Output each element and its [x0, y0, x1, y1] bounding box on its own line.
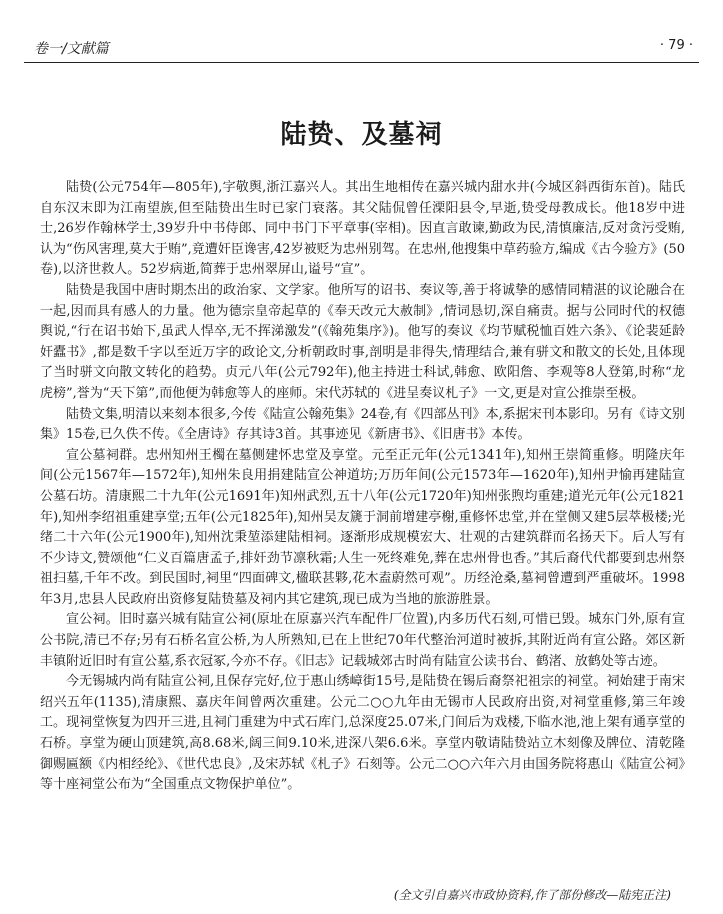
paragraph-achievements: 陆贽是我国中唐时期杰出的政治家、文学家。他所写的诏书、奏议等,善于将诚挚的感情同精湛的议论融合在一起,因而具有感人的力量。他为德宗皇帝起草的《奉天改元大赦制》,情词恳切,深自痛责。据与公同时代的权德舆说,“行在诏书始下,虽武人悍卒,无不挥涕激发”(《翰苑集序》)。他写的奏议《均节赋税恤百姓六条》、《论裴延龄奸蠹书》,都是数千字以至近万字的政论文,分析朝政时事,剖明是非得失,情理结合,兼有骈文和散文的长处,且体现了当时骈文向散文转化的趋势。贞元八年(公元792年),他主持进士科试,韩愈、欧阳詹、李观等8人登第,时称“龙虎榜”,誉为“天下第”,而他便为韩愈等人的座师。宋代苏轼的《进呈奏议札子》一文,更是对宣公推崇至极。	[40, 282, 685, 401]
paragraph-wuxi-shrine: 今无锡城内尚有陆宣公祠,且保存完好,位于惠山绣嶂街15号,是陆贽在锡后裔祭祀祖宗的祠堂。祠始建于南宋绍兴五年(1135),清康熙、嘉庆年间曾两次重建。公元二○○九年由无锡市人民政府出资,对祠堂重修,第三年竣工。现祠堂恢复为四开三进,且祠门重建为中式石库门,总深度25.07米,门间后为戏楼,下临水池,池上架有通享堂的石桥。享堂为硬山顶建筑,高8.68米,阔三间9.10米,进深八架6.6米。享堂内敬请陆贽站立木刻像及牌位、清乾隆御赐匾额《内相经纶》、《世代忠良》,及宋苏轼《札子》石刻等。公元二○○六年六月由国务院将惠山《陆宣公祠》等十座祠堂公布为“全国重点文物保护单位”。	[40, 674, 685, 793]
article-body	[40, 178, 685, 796]
paragraph-tomb-complex: 宣公墓祠群。忠州知州王㯮在墓侧建怀忠堂及享堂。元至正元年(公元1341年),知州王崇简重修。明隆庆年间(公元1567年—1572年),知州朱良用捐建陆宣公神道坊;万历年间(公元1573年—1620年),知州尹愉再建陆宣公墓石坊。清康熙二十九年(公元1691年)知州武烈,五十八年(公元1720年)知州张煦均重建;道光元年(公元1821年),知州李绍祖重建享堂;五年(公元1825年),知州吴友篪于洞前增建亭榭,重修怀忠堂,并在堂侧又建5层萃极楼;光绪二十六年(公元1900年),知州沈秉堃添建陆相祠。逐渐形成规模宏大、壮观的古建筑群而名扬天下。后人写有不少诗文,赞颂他“仁义百篇唐孟子,排奸劲节凛秋霜;人生一死终难免,葬在忠州骨也香。”其后裔代代都要到忠州祭祖扫墓,千年不改。到民国时,祠里“四面碑文,楹联甚夥,花木盍蔚然可观”。历经沧桑,墓祠曾遭到严重破坏。1998年3月,忠县人民政府出资修复陆贽墓及祠内其它建筑,现已成为当地的旅游胜景。	[40, 447, 685, 607]
source-note: (全文引自嘉兴市政协资料,作了部份修改—陆宪正注)	[393, 888, 671, 902]
running-head	[34, 38, 693, 60]
header-rule	[24, 62, 699, 63]
paragraph-collected-works: 陆贽文集,明清以来刻本很多,今传《陆宣公翰苑集》24卷,有《四部丛刊》本,系据宋刊本影印。另有《诗文别集》15卷,已久佚不传。《全唐诗》存其诗3首。其事迹见《新唐书》、《旧唐书》本传。	[40, 406, 685, 443]
running-head-section: 卷一/文献篇	[34, 41, 109, 57]
article-title: 陆贽、及墓祠	[280, 120, 443, 150]
page-number: · 79 ·	[659, 38, 693, 53]
paragraph-intro: 陆贽(公元754年—805年),字敬舆,浙江嘉兴人。其出生地相传在嘉兴城内甜水井(今城区斜西街东首)。陆氏自东汉末即为江南望族,但至陆贽出生时已家门衰落。其父陆侃曾任溧阳县令,早逝,贽受母教成长。他18岁中进士,26岁作翰林学士,39岁升中书侍郎、同中书门下平章事(宰相)。因直言敢谏,勤政为民,清慎廉洁,反对贪污受贿,认为“伤风害理,莫大于贿”,竟遭奸臣谗害,42岁被贬为忠州别驾。在忠州,他搜集中草药验方,编成《古今验方》(50卷),以济世救人。52岁病逝,简葬于忠州翠屏山,谥号“宣”。	[40, 180, 685, 278]
paragraph-xuangong-shrine: 宣公祠。旧时嘉兴城有陆宣公祠(原址在原嘉兴汽车配件厂位置),内多历代石刻,可惜已毁。城东门外,原有宣公书院,清已不存;另有石桥名宣公桥,为人所熟知,已在上世纪70年代整治河道时被拆,其附近尚有宣公路。郊区新丰镇附近旧时有宣公墓,系衣冠冢,今亦不存。《旧志》记载城郊古时尚有陆宣公读书台、鹤渚、放鹤处等古迹。	[40, 612, 685, 669]
